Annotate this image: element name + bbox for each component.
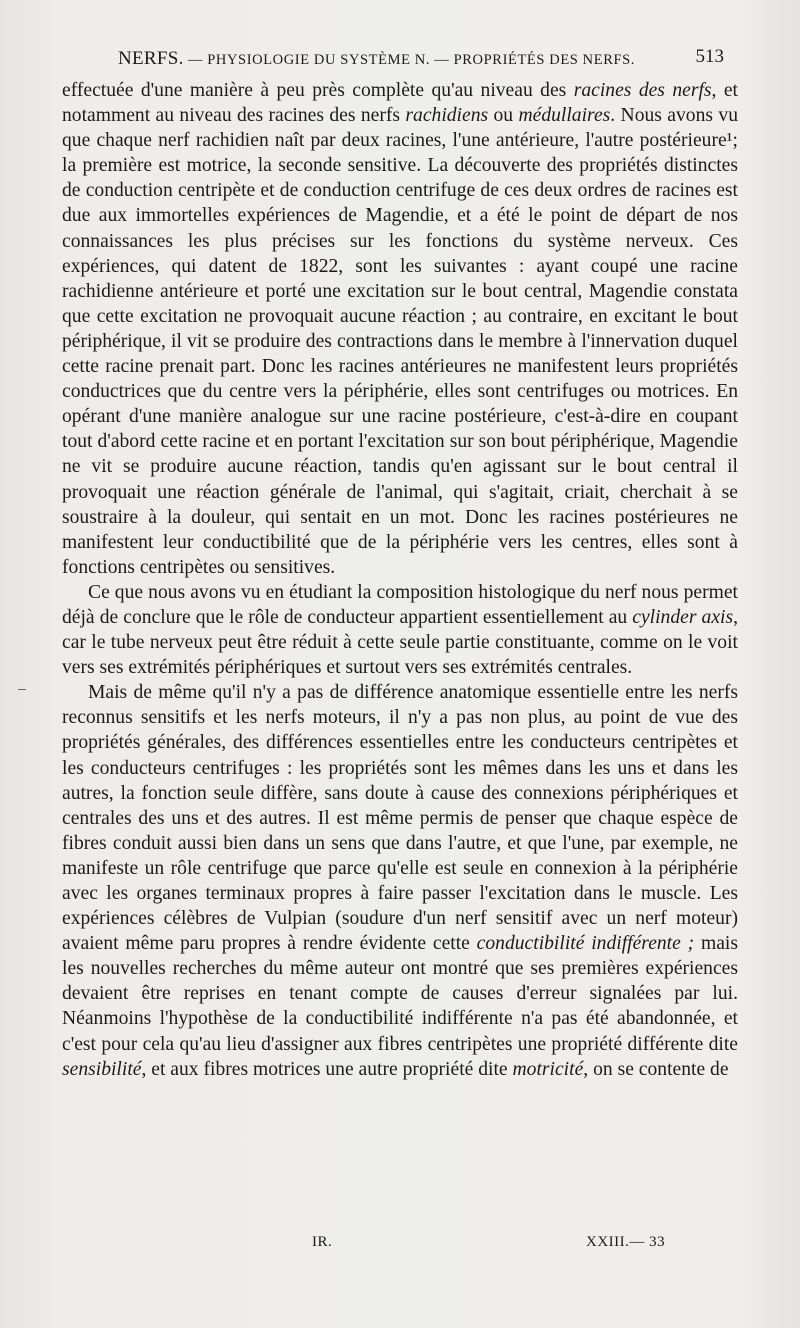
text-run: Ce que nous avons vu en étudiant la composition histologique du nerf nous permet déjà de conclure que le rôle de conducteur appartient essentiellement au — [62, 581, 738, 628]
text-run: , et notamment au niveau des racines des nerfs — [62, 80, 739, 127]
italic-term: racines des nerfs — [573, 80, 712, 101]
text-run: , car le tube nerveux peut être réduit à cette seule partie constituante, comme on le voit vers ses extrémités périphériques et surtout vers ses extrémités centrales. — [62, 606, 738, 679]
text-run: . Nous avons vu que chaque nerf rachidien naît par deux racines, l'une antérieure, l'autre postérieure¹; la première est motrice, la seconde sensitive. La découverte des propriétés distinctes de conduction centripète et de conduction centrifuge de ces deux ordres de racines est due aux immortelles expériences de Magendie, et a été le point de départ de nos connaissances les plus précises sur les fonctions du système nerveux. Ces expériences, qui datent de 1822, sont les suivantes : ayant coupé une racine rachidienne antérieure et porté une excitation sur le bout central, Magendie constata que cette excitation ne provoquait aucune réaction ; au contraire, en excitant le bout périphérique, il vit se produire des contractions dans le membre à l'innervation duquel cette racine prenait part. Donc les racines antérieures ne manifestent leurs propriétés conductrices que du centre vers la périphérie, elles sont centrifuges ou motrices. En opérant d'une manière analogue sur une racine postérieure, c'est-à-dire en coupant tout d'abord cette racine et en portant l'excitation sur son bout périphérique, Magendie ne vit se produire aucune réaction, tandis qu'en agissant sur le bout central il provoquait une réaction générale de l'animal, qui s'agitait, criait, cherchait à se soustraire à la douleur, qui sentait en un mot. Donc les racines postérieures ne manifestent leur conductibilité que de la périphérie vers les centres, elles sont à fonctions centripètes ou sensitives. — [62, 105, 738, 578]
paragraph-3 — [62, 680, 738, 1082]
running-header — [118, 46, 724, 72]
italic-term: cylinder axis — [632, 606, 734, 628]
sheet-number: XXIII.— 33 — [586, 1234, 666, 1250]
text-run: effectuée d'une manière à peu près complète qu'au niveau des — [62, 80, 574, 101]
paragraph-2 — [62, 580, 738, 680]
italic-term: conductibilité indifférente ; — [476, 933, 695, 955]
margin-mark — [18, 689, 26, 690]
running-head-start: NERFS. — [118, 48, 184, 69]
running-head-rest: — PHYSIOLOGIE DU SYSTÈME N. — PROPRIÉTÉS DES NERFS. — [183, 52, 636, 68]
text-run: ou — [488, 105, 519, 127]
text-run: , et aux fibres motrices une autre propriété dite — [141, 1058, 513, 1080]
text-run: , on se contente de — [583, 1058, 729, 1080]
page-number: 513 — [695, 46, 724, 67]
italic-term: médullaires — [518, 105, 611, 127]
text-run: mais les nouvelles recherches du même auteur ont montré que ses premières expériences devaient être reprises en tenant compte de causes d'erreur signalées par lui. Néanmoins l'hypothèse de la conductibilité indifférente n'a pas été abandonnée, et c'est pour cela qu'au lieu d'assigner aux fibres centripètes une propriété différente dite — [62, 933, 738, 1055]
page-footer — [0, 1234, 800, 1256]
paragraph-1 — [62, 78, 738, 580]
body-text — [62, 78, 738, 1082]
running-head — [118, 48, 635, 70]
printer-signature: IR. — [312, 1234, 333, 1250]
italic-term: rachidiens — [405, 105, 489, 127]
italic-term: sensibilité — [62, 1058, 142, 1080]
italic-term: motricité — [512, 1058, 584, 1080]
text-run: Mais de même qu'il n'y a pas de différence anatomique essentielle entre les nerfs reconnus sensitifs et les nerfs moteurs, il n'y a pas non plus, au point de vue des propriétés générales, des différences essentielles entre les conducteurs centripètes et les conducteurs centrifuges : les propriétés sont les mêmes dans les uns et dans les autres, la fonction seule diffère, sans doute à cause des connexions périphériques et centrales des uns et des autres. Il est même permis de penser que chaque espèce de fibres conduit aussi bien dans un sens que dans l'autre, et que l'une, par exemple, ne manifeste un rôle centrifuge que parce qu'elle est seule en connexion à la périphérie avec les organes terminaux propres à faire passer l'excitation dans le muscle. Les expériences célèbres de Vulpian (soudure d'un nerf sensitif avec un nerf moteur) avaient même paru propres à rendre évidente cette — [62, 682, 738, 955]
